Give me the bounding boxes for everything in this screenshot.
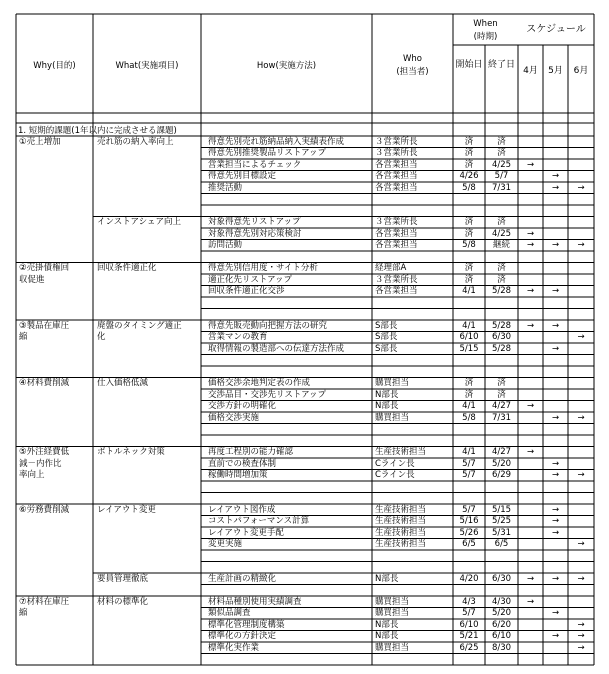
- header-start: 開始日: [455, 60, 483, 70]
- start-cell: 済: [464, 274, 474, 285]
- who-cell: 各営業担当: [375, 228, 418, 239]
- how-cell: 標準化の方針決定: [208, 631, 277, 641]
- end-cell: 6/5: [494, 539, 509, 549]
- how-cell: 直前での検査体制: [208, 458, 277, 469]
- start-cell: 4/1: [462, 401, 476, 411]
- how-cell: レイアウト図作成: [208, 504, 276, 515]
- how-cell: 変更実施: [208, 539, 243, 549]
- start-cell: 5/8: [462, 412, 476, 423]
- start-cell: 5/7: [462, 470, 476, 480]
- schedule-arrow: →: [577, 182, 585, 193]
- who-cell: N部長: [375, 401, 399, 411]
- end-cell: 5/28: [491, 286, 512, 296]
- start-cell: 済: [464, 263, 474, 273]
- header-who-top: Who: [403, 54, 422, 64]
- what-cell: ボトルネック対策: [97, 447, 165, 457]
- end-cell: 4/27: [491, 401, 512, 411]
- start-cell: 4/3: [462, 596, 476, 607]
- who-cell: 各営業担当: [375, 286, 418, 296]
- start-cell: 6/10: [459, 619, 479, 630]
- schedule-arrow: →: [551, 412, 560, 423]
- end-cell: 5/31: [491, 527, 512, 538]
- start-cell: 4/26: [459, 171, 479, 181]
- start-cell: 済: [464, 378, 474, 388]
- end-cell: 4/25: [491, 228, 512, 239]
- header-who-bottom: (担当者): [396, 67, 429, 77]
- end-cell: 4/30: [491, 596, 512, 607]
- how-cell: 標準化管理制度構築: [208, 619, 285, 630]
- who-cell: 購買担当: [375, 412, 410, 423]
- end-cell: 済: [497, 389, 506, 400]
- how-cell: 生産計画の精緻化: [208, 573, 277, 584]
- who-cell: 購買担当: [375, 596, 410, 607]
- who-cell: 各営業担当: [375, 171, 418, 181]
- start-cell: 済: [464, 389, 474, 400]
- end-cell: 6/30: [491, 573, 512, 584]
- end-cell: 済: [497, 136, 506, 147]
- who-cell: ３営業所長: [375, 274, 418, 285]
- schedule-arrow: →: [551, 182, 560, 193]
- why-cell: 率向上: [19, 470, 45, 480]
- who-cell: 経理部A: [375, 263, 407, 273]
- who-cell: 各営業担当: [375, 159, 418, 170]
- end-cell: 済: [497, 148, 506, 158]
- end-cell: 4/25: [491, 159, 512, 170]
- end-cell: 4/27: [491, 447, 512, 457]
- header-how: How(実施方法): [256, 61, 317, 71]
- who-cell: N部長: [375, 619, 399, 630]
- section-title: 1. 短期的課題(1年以内に完成させる課題): [18, 126, 177, 136]
- header-when-top: When: [473, 19, 498, 29]
- how-cell: 回収条件適正化交渉: [208, 286, 285, 296]
- how-cell: コストパフォーマンス計算: [208, 516, 310, 526]
- who-cell: N部長: [375, 573, 399, 584]
- how-cell: 類似品調査: [208, 608, 251, 618]
- how-cell: 再度工程別の能力確認: [208, 447, 294, 457]
- schedule-arrow: →: [526, 320, 535, 331]
- how-cell: 営業マンの教育: [208, 332, 268, 342]
- what-cell: 仕入価格低減: [97, 378, 149, 388]
- who-cell: 生産技術担当: [375, 516, 427, 526]
- start-cell: 4/1: [462, 320, 476, 331]
- end-cell: 7/31: [491, 182, 512, 193]
- how-cell: 材料品種別使用実績調査: [208, 596, 302, 607]
- how-cell: 稼働時間増加策: [208, 470, 268, 480]
- end-cell: 5/20: [491, 458, 512, 469]
- why-cell: ④材料費削減: [19, 378, 70, 388]
- header-why: Why(目的): [33, 61, 76, 71]
- who-cell: 購買担当: [375, 642, 410, 653]
- header-what: What(実施項目): [115, 61, 179, 71]
- who-cell: 各営業担当: [375, 182, 418, 193]
- start-cell: 5/15: [459, 343, 479, 354]
- schedule-arrow: →: [577, 619, 585, 630]
- schedule-arrow: →: [526, 286, 535, 296]
- header-when-bottom: (時期): [473, 32, 498, 42]
- start-cell: 5/8: [462, 240, 476, 250]
- how-cell: レイアウト変更手配: [208, 527, 284, 538]
- end-cell: 6/20: [491, 619, 512, 630]
- who-cell: S部長: [375, 332, 398, 342]
- how-cell: 得意先別推奨製品リストアップ: [208, 148, 326, 158]
- end-cell: 5/15: [491, 504, 512, 515]
- who-cell: 生産技術担当: [375, 539, 427, 549]
- header-month-4: 4月: [523, 66, 538, 76]
- why-cell: 縮: [19, 608, 28, 618]
- start-cell: 5/26: [459, 527, 479, 538]
- start-cell: 5/7: [462, 608, 476, 618]
- who-cell: Cライン長: [375, 470, 415, 480]
- schedule-arrow: →: [577, 642, 585, 653]
- how-cell: 対象得意先別対応策検討: [208, 228, 302, 239]
- why-cell: ①売上増加: [19, 136, 61, 147]
- how-cell: 営業担当によるチェック: [208, 159, 302, 170]
- what-cell: 要員管理徹底: [97, 573, 149, 584]
- who-cell: N部長: [375, 389, 399, 400]
- start-cell: 5/7: [462, 458, 476, 469]
- end-cell: 済: [497, 217, 506, 227]
- schedule-arrow: →: [526, 401, 535, 411]
- who-cell: 生産技術担当: [375, 504, 427, 515]
- end-cell: 5/7: [494, 171, 509, 181]
- schedule-arrow: →: [551, 171, 560, 181]
- start-cell: 5/7: [462, 504, 476, 515]
- start-cell: 済: [464, 136, 474, 147]
- schedule-arrow: →: [551, 573, 560, 584]
- header-month-6: 6月: [573, 66, 589, 76]
- schedule-arrow: →: [526, 228, 535, 239]
- who-cell: ３営業所長: [375, 148, 418, 158]
- who-cell: N部長: [375, 631, 399, 641]
- schedule-arrow: →: [526, 596, 535, 607]
- why-cell: ⑦材料在庫圧: [19, 596, 70, 607]
- what-cell: 回収条件適正化: [97, 263, 157, 273]
- end-cell: 5/28: [491, 320, 512, 331]
- who-cell: 購買担当: [375, 608, 410, 618]
- start-cell: 6/5: [462, 539, 476, 549]
- how-cell: 標準化実作業: [208, 642, 260, 653]
- header-month-5: 5月: [548, 66, 563, 76]
- who-cell: 生産技術担当: [375, 527, 427, 538]
- schedule-arrow: →: [577, 412, 585, 423]
- schedule-arrow: →: [551, 343, 560, 354]
- who-cell: ３営業所長: [375, 136, 418, 147]
- who-cell: ３営業所長: [375, 217, 418, 227]
- start-cell: 済: [464, 159, 474, 170]
- start-cell: 6/10: [459, 332, 479, 342]
- schedule-arrow: →: [551, 240, 560, 250]
- what-cell: レイアウト変更: [97, 504, 156, 515]
- end-cell: 7/31: [491, 412, 512, 423]
- why-cell: 減－内作比: [19, 458, 62, 469]
- schedule-arrow: →: [526, 447, 535, 457]
- why-cell: ⑥労務費削減: [19, 504, 70, 515]
- start-cell: 5/16: [459, 516, 479, 526]
- start-cell: 4/1: [462, 286, 476, 296]
- who-cell: S部長: [375, 320, 398, 331]
- end-cell: 5/28: [491, 343, 512, 354]
- start-cell: 4/20: [459, 573, 479, 584]
- end-cell: 6/10: [491, 631, 512, 641]
- what-cell: 売れ筋の納入率向上: [97, 136, 174, 147]
- schedule-arrow: →: [551, 527, 560, 538]
- what-cell: 廃盤のタイミング適正: [97, 320, 182, 331]
- end-cell: 5/20: [491, 608, 512, 618]
- schedule-arrow: →: [577, 631, 585, 641]
- how-cell: 適正化先リストアップ: [208, 274, 292, 285]
- end-cell: 8/30: [491, 642, 512, 653]
- end-cell: 済: [497, 378, 506, 388]
- start-cell: 5/21: [459, 631, 479, 641]
- how-cell: 推奨活動: [208, 182, 243, 193]
- how-cell: 交渉品目・交渉先リストアップ: [208, 389, 326, 400]
- how-cell: 価格交渉余地判定表の作成: [208, 378, 311, 388]
- start-cell: 4/1: [462, 447, 476, 457]
- how-cell: 得意先別信用度・サイト分析: [208, 263, 318, 273]
- end-cell: 継続: [492, 240, 510, 250]
- schedule-arrow: →: [526, 159, 535, 170]
- end-cell: 済: [497, 263, 506, 273]
- who-cell: Cライン長: [375, 458, 415, 469]
- how-cell: 訪問活動: [208, 240, 243, 250]
- what-cell: 化: [97, 332, 106, 342]
- who-cell: S部長: [375, 343, 398, 354]
- schedule-arrow: →: [577, 470, 585, 480]
- why-cell: ⑤外注経費低: [19, 447, 70, 457]
- schedule-arrow: →: [551, 504, 560, 515]
- schedule-arrow: →: [577, 539, 585, 549]
- how-cell: 価格交渉実施: [208, 412, 260, 423]
- why-cell: 収促進: [19, 274, 45, 285]
- how-cell: 得意先別売れ筋納品納入実績表作成: [208, 136, 345, 147]
- schedule-arrow: →: [551, 458, 560, 469]
- header-schedule: スケジュール: [526, 24, 586, 35]
- how-cell: 得意先別目標設定: [208, 171, 277, 181]
- why-cell: ②売掛債権回: [19, 263, 70, 273]
- end-cell: 5/25: [491, 516, 512, 526]
- header-end: 終了日: [487, 60, 515, 70]
- schedule-arrow: →: [551, 631, 560, 641]
- start-cell: 済: [464, 228, 474, 239]
- who-cell: 各営業担当: [375, 240, 418, 250]
- how-cell: 取得情報の製造部への伝達方法作成: [208, 343, 345, 354]
- start-cell: 済: [464, 148, 474, 158]
- schedule-arrow: →: [551, 516, 560, 526]
- schedule-arrow: →: [551, 470, 560, 480]
- start-cell: 5/8: [462, 182, 476, 193]
- schedule-arrow: →: [551, 320, 560, 331]
- schedule-arrow: →: [551, 286, 560, 296]
- what-cell: インストアシェア向上: [97, 217, 181, 227]
- schedule-arrow: →: [577, 573, 585, 584]
- what-cell: 材料の標準化: [97, 596, 149, 607]
- end-cell: 6/30: [491, 332, 512, 342]
- who-cell: 購買担当: [375, 378, 410, 388]
- start-cell: 6/25: [459, 642, 479, 653]
- how-cell: 対象得意先リストアップ: [208, 217, 301, 227]
- why-cell: ③製品在庫圧: [19, 320, 70, 331]
- how-cell: 得意先販売動向把握方法の研究: [208, 320, 328, 331]
- start-cell: 済: [464, 217, 474, 227]
- end-cell: 6/29: [491, 470, 512, 480]
- how-cell: 交渉方針の明確化: [208, 401, 277, 411]
- schedule-arrow: →: [526, 240, 535, 250]
- schedule-arrow: →: [577, 332, 585, 342]
- why-cell: 縮: [19, 332, 28, 342]
- schedule-arrow: →: [526, 573, 535, 584]
- end-cell: 済: [497, 274, 506, 285]
- schedule-arrow: →: [551, 608, 560, 618]
- schedule-arrow: →: [577, 240, 585, 250]
- who-cell: 生産技術担当: [375, 447, 427, 457]
